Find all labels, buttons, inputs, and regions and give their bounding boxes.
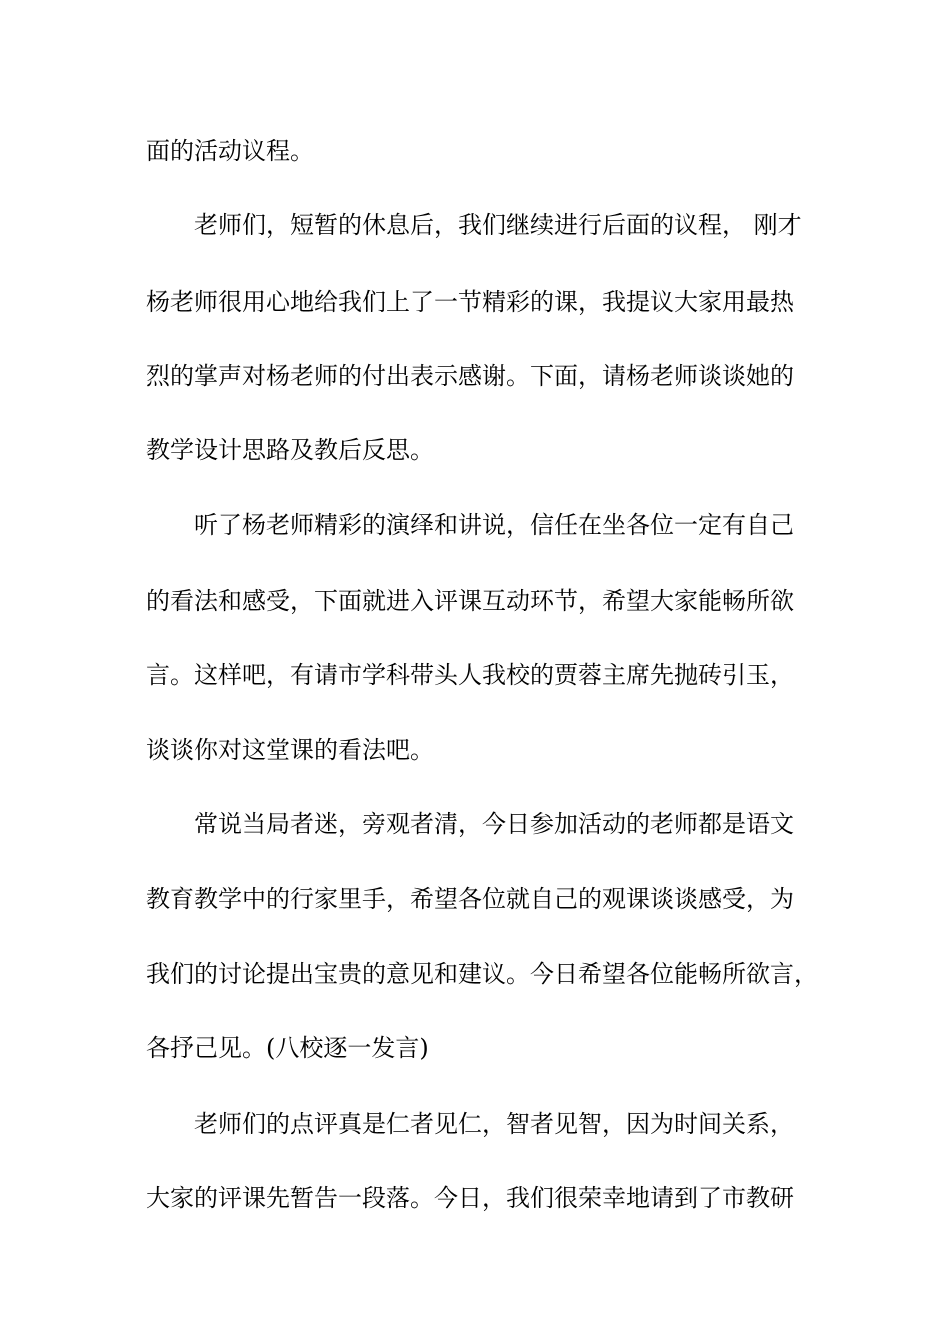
text-line-7: 的看法和感受，下面就进入评课互动环节，希望大家能畅所欲 [146,587,794,615]
text-line-4: 烈的掌声对杨老师的付出表示感谢。下面，请杨老师谈谈她的 [146,362,794,390]
text-line-12: 我们的讨论提出宝贵的意见和建议。今日希望各位能畅所欲言， [146,960,818,988]
text-line-5: 教学设计思路及教后反思。 [146,436,434,464]
text-line-10: 常说当局者迷，旁观者清，今日参加活动的老师都是语文 [194,810,794,838]
text-line-6: 听了杨老师精彩的演绎和讲说，信任在坐各位一定有自己 [194,511,794,539]
text-line-13: 各抒己见。(八校逐一发言) [146,1034,429,1062]
text-line-15: 大家的评课先暂告一段落。今日，我们很荣幸地请到了市教研 [146,1184,794,1212]
text-line-2: 老师们，短暂的休息后，我们继续进行后面的议程， 刚才 [194,211,802,239]
text-line-3: 杨老师很用心地给我们上了一节精彩的课，我提议大家用最热 [146,288,794,316]
text-line-9: 谈谈你对这堂课的看法吧。 [146,736,434,764]
text-line-14: 老师们的点评真是仁者见仁，智者见智，因为时间关系， [194,1110,794,1138]
text-line-11: 教育教学中的行家里手，希望各位就自己的观课谈谈感受，为 [146,885,794,913]
text-line-8: 言。这样吧，有请市学科带头人我校的贾蓉主席先抛砖引玉， [146,661,794,689]
text-line-1: 面的活动议程。 [146,137,314,165]
